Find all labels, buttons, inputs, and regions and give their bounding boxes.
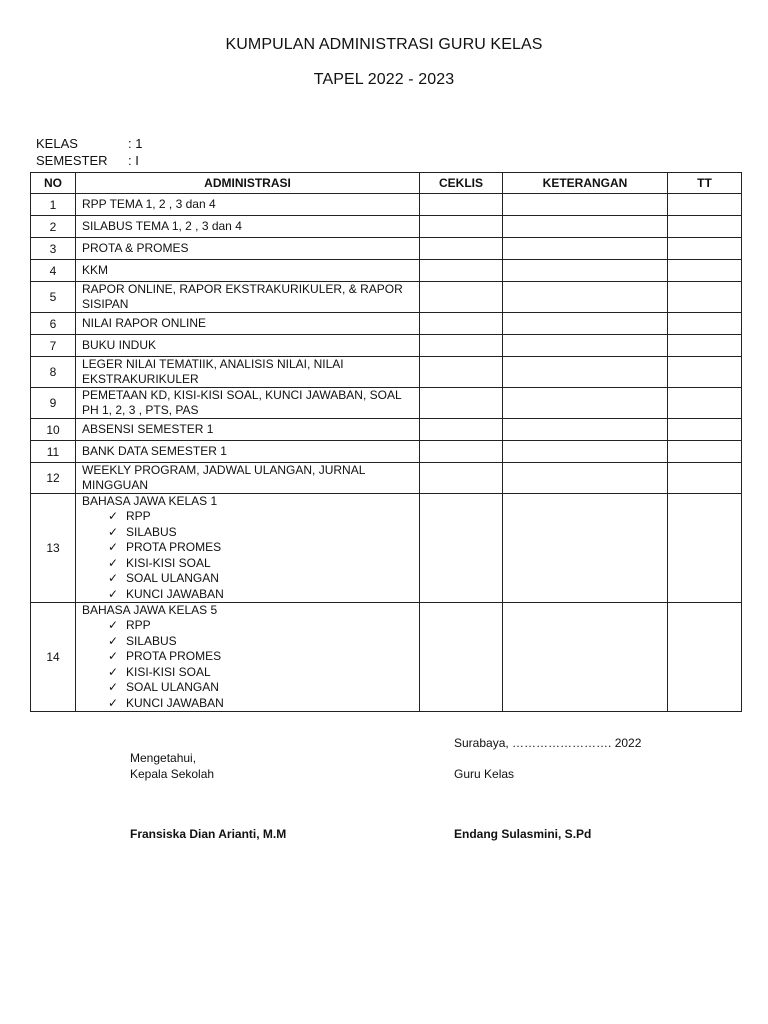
sub-item xyxy=(108,540,415,556)
class-value: : 1 xyxy=(128,136,143,151)
sub-item-label: KUNCI JAWABAN xyxy=(126,586,224,601)
administration-item xyxy=(76,282,420,313)
administration-item xyxy=(76,603,420,712)
teacher-name: Endang Sulasmini, S.Pd xyxy=(454,827,592,841)
ceklis-cell xyxy=(420,313,503,335)
keterangan-cell xyxy=(503,441,668,463)
document-title: KUMPULAN ADMINISTRASI GURU KELAS xyxy=(225,36,543,53)
table-row xyxy=(31,216,742,238)
item-text: WEEKLY PROGRAM, JADWAL ULANGAN, JURNAL MINGGUAN xyxy=(82,463,365,492)
semester-label: SEMESTER xyxy=(36,153,108,168)
keterangan-cell xyxy=(503,260,668,282)
sub-item xyxy=(108,509,415,525)
checkmark-icon: ✓ xyxy=(108,618,119,632)
ceklis-cell xyxy=(420,388,503,419)
item-text: LEGER NILAI TEMATIIK, ANALISIS NILAI, NILAI EKSTRAKURIKULER xyxy=(82,357,344,386)
semester-info xyxy=(36,153,139,169)
checkmark-icon: ✓ xyxy=(108,509,119,523)
row-number: 7 xyxy=(31,335,76,357)
administration-item xyxy=(76,419,420,441)
tt-cell xyxy=(668,357,742,388)
checkmark-icon: ✓ xyxy=(108,555,119,570)
semester-value: : I xyxy=(128,153,139,168)
administration-item xyxy=(76,238,420,260)
tt-cell xyxy=(668,335,742,357)
item-text: ABSENSI SEMESTER 1 xyxy=(82,422,214,436)
teacher-role: Guru Kelas xyxy=(454,767,515,781)
acknowledged-label: Mengetahui, xyxy=(130,751,197,765)
table-row xyxy=(31,282,742,313)
sub-item-label: SOAL ULANGAN xyxy=(126,571,219,585)
keterangan-cell xyxy=(503,603,668,712)
item-text: BAHASA JAWA KELAS 1 xyxy=(82,494,218,508)
header-keterangan: KETERANGAN xyxy=(503,173,668,194)
item-text: PROTA & PROMES xyxy=(82,241,189,255)
header-ceklis: CEKLIS xyxy=(420,173,503,194)
administration-item xyxy=(76,335,420,357)
date-line: Surabaya, ……………………. 2022 xyxy=(454,736,642,750)
keterangan-cell xyxy=(503,494,668,603)
ceklis-cell xyxy=(420,603,503,712)
tt-cell xyxy=(668,463,742,494)
row-number: 5 xyxy=(31,282,76,313)
checkmark-icon: ✓ xyxy=(108,633,119,648)
keterangan-cell xyxy=(503,419,668,441)
keterangan-cell xyxy=(503,313,668,335)
administration-item xyxy=(76,441,420,463)
item-text: PEMETAAN KD, KISI-KISI SOAL, KUNCI JAWABAN, SOAL PH 1, 2, 3 , PTS, PAS xyxy=(82,388,402,417)
academic-year: TAPEL 2022 - 2023 xyxy=(313,71,455,88)
row-number: 1 xyxy=(31,194,76,216)
item-text: BUKU INDUK xyxy=(82,338,157,352)
table-row xyxy=(31,238,742,260)
checkmark-icon: ✓ xyxy=(108,664,119,679)
class-label: KELAS xyxy=(36,136,78,151)
item-text: RPP TEMA 1, 2 , 3 dan 4 xyxy=(82,197,216,211)
tt-cell xyxy=(668,238,742,260)
tt-cell xyxy=(668,282,742,313)
item-text: RAPOR ONLINE, RAPOR EKSTRAKURIKULER, & RAPOR SISIPAN xyxy=(82,282,403,311)
ceklis-cell xyxy=(420,357,503,388)
ceklis-cell xyxy=(420,494,503,603)
tt-cell xyxy=(668,260,742,282)
tt-cell xyxy=(668,419,742,441)
sub-item-label: PROTA PROMES xyxy=(126,540,222,554)
tt-cell xyxy=(668,494,742,603)
table-row xyxy=(31,463,742,494)
ceklis-cell xyxy=(420,216,503,238)
keterangan-cell xyxy=(503,357,668,388)
sub-item xyxy=(108,556,415,572)
sub-item-list xyxy=(82,509,415,602)
item-text: SILABUS TEMA 1, 2 , 3 dan 4 xyxy=(82,219,242,233)
sub-item-label: KISI-KISI SOAL xyxy=(126,555,211,570)
sub-item xyxy=(108,680,415,696)
table-row xyxy=(31,357,742,388)
sub-item-label: SILABUS xyxy=(126,524,177,539)
administration-item xyxy=(76,260,420,282)
row-number: 6 xyxy=(31,313,76,335)
tt-cell xyxy=(668,313,742,335)
ceklis-cell xyxy=(420,194,503,216)
keterangan-cell xyxy=(503,216,668,238)
row-number: 11 xyxy=(31,441,76,463)
ceklis-cell xyxy=(420,419,503,441)
sub-item xyxy=(108,634,415,650)
sub-item-label: KISI-KISI SOAL xyxy=(126,664,211,679)
row-number: 9 xyxy=(31,388,76,419)
keterangan-cell xyxy=(503,238,668,260)
ceklis-cell xyxy=(420,335,503,357)
sub-item xyxy=(108,665,415,681)
sub-item-label: KUNCI JAWABAN xyxy=(126,695,224,710)
administration-item xyxy=(76,216,420,238)
tt-cell xyxy=(668,603,742,712)
tt-cell xyxy=(668,388,742,419)
keterangan-cell xyxy=(503,282,668,313)
table-row xyxy=(31,603,742,712)
item-text: KKM xyxy=(82,263,109,277)
checkmark-icon: ✓ xyxy=(108,524,119,539)
header-no: NO xyxy=(31,173,76,194)
item-text: BANK DATA SEMESTER 1 xyxy=(82,444,227,458)
sub-item-label: RPP xyxy=(126,509,151,523)
principal-role: Kepala Sekolah xyxy=(130,767,215,781)
sub-item xyxy=(108,618,415,634)
ceklis-cell xyxy=(420,238,503,260)
sub-item-label: RPP xyxy=(126,618,151,632)
table-row xyxy=(31,494,742,603)
administration-item xyxy=(76,388,420,419)
keterangan-cell xyxy=(503,463,668,494)
tt-cell xyxy=(668,216,742,238)
sub-item-label: PROTA PROMES xyxy=(126,649,222,663)
sub-item xyxy=(108,525,415,541)
sub-item xyxy=(108,587,415,603)
row-number: 4 xyxy=(31,260,76,282)
ceklis-cell xyxy=(420,441,503,463)
sub-item xyxy=(108,571,415,587)
table-row xyxy=(31,419,742,441)
checkmark-icon: ✓ xyxy=(108,680,119,694)
tt-cell xyxy=(668,194,742,216)
keterangan-cell xyxy=(503,194,668,216)
checkmark-icon: ✓ xyxy=(108,540,119,554)
table-row xyxy=(31,441,742,463)
sub-item-list xyxy=(82,618,415,711)
class-info xyxy=(36,136,142,152)
table-row xyxy=(31,260,742,282)
row-number: 14 xyxy=(31,603,76,712)
row-number: 3 xyxy=(31,238,76,260)
checkmark-icon: ✓ xyxy=(108,695,119,710)
table-row xyxy=(31,335,742,357)
table-row xyxy=(31,388,742,419)
administration-table xyxy=(30,172,742,712)
sub-item-label: SILABUS xyxy=(126,633,177,648)
keterangan-cell xyxy=(503,335,668,357)
sub-item-label: SOAL ULANGAN xyxy=(126,680,219,694)
ceklis-cell xyxy=(420,260,503,282)
header-administrasi: ADMINISTRASI xyxy=(76,173,420,194)
table-header-row xyxy=(31,173,742,194)
checkmark-icon: ✓ xyxy=(108,571,119,585)
ceklis-cell xyxy=(420,463,503,494)
ceklis-cell xyxy=(420,282,503,313)
checkmark-icon: ✓ xyxy=(108,586,119,601)
item-text: NILAI RAPOR ONLINE xyxy=(82,316,207,330)
administration-item xyxy=(76,463,420,494)
administration-item xyxy=(76,494,420,603)
table-row xyxy=(31,313,742,335)
row-number: 2 xyxy=(31,216,76,238)
tt-cell xyxy=(668,441,742,463)
row-number: 8 xyxy=(31,357,76,388)
keterangan-cell xyxy=(503,388,668,419)
sub-item xyxy=(108,696,415,712)
row-number: 13 xyxy=(31,494,76,603)
principal-name: Fransiska Dian Arianti, M.M xyxy=(130,827,287,841)
sub-item xyxy=(108,649,415,665)
item-text: BAHASA JAWA KELAS 5 xyxy=(82,603,218,617)
checkmark-icon: ✓ xyxy=(108,649,119,663)
header-tt: TT xyxy=(668,173,742,194)
administration-item xyxy=(76,194,420,216)
administration-item xyxy=(76,313,420,335)
row-number: 12 xyxy=(31,463,76,494)
administration-item xyxy=(76,357,420,388)
table-row xyxy=(31,194,742,216)
row-number: 10 xyxy=(31,419,76,441)
